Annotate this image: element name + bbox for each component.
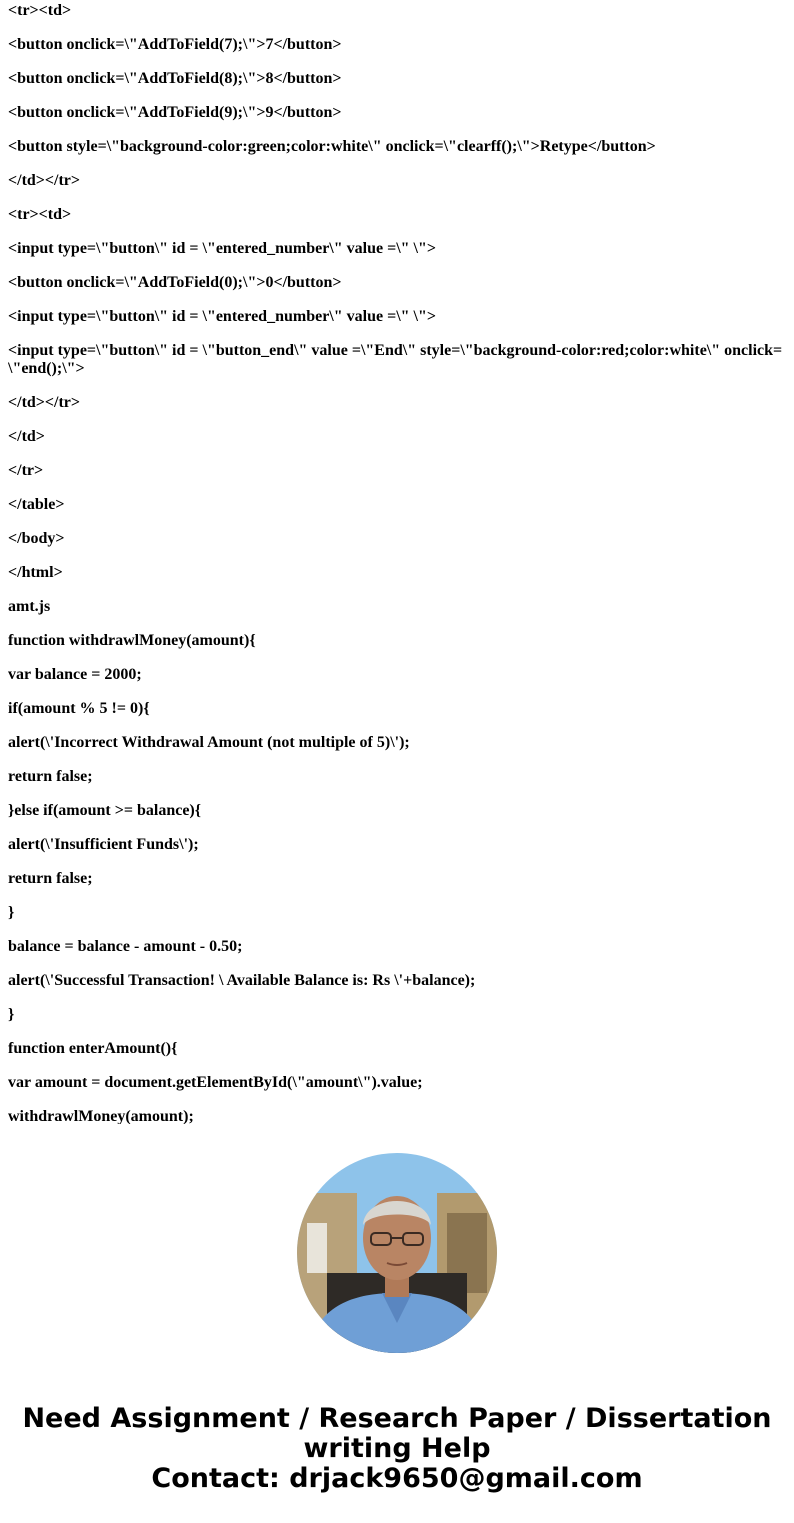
code-line: <input type=\"button\" id = \"button_end\" value =\"End\" style=\"background-color:red;color:white\" onclick=\"end();\">	[8, 342, 783, 377]
code-line: </tr>	[8, 462, 44, 479]
promo-line-1: Need Assignment / Research Paper / Dissertation	[22, 1403, 772, 1434]
code-line: withdrawlMoney(amount);	[8, 1108, 194, 1124]
code-line: function enterAmount(){	[8, 1040, 178, 1057]
code-line: <button onclick=\"AddToField(9);\">9</button>	[8, 104, 342, 121]
code-line: }else if(amount >= balance){	[8, 802, 202, 819]
code-line: <button onclick=\"AddToField(0);\">0</button>	[8, 274, 342, 291]
code-line: </td></tr>	[8, 394, 81, 411]
code-line: <tr><td>	[8, 206, 72, 223]
code-line: }	[8, 904, 15, 921]
code-line: <input type=\"button\" id = \"entered_number\" value =\" \">	[8, 308, 436, 325]
code-line: var balance = 2000;	[8, 666, 142, 683]
code-line: return false;	[8, 768, 93, 785]
promo-banner	[0, 1404, 794, 1494]
code-line: alert(\'Insufficient Funds\');	[8, 836, 199, 853]
code-line: <tr><td>	[8, 2, 72, 19]
person-photo-icon	[297, 1153, 497, 1353]
code-line: return false;	[8, 870, 93, 887]
code-line: alert(\'Incorrect Withdrawal Amount (not multiple of 5)\');	[8, 734, 410, 751]
code-line: </td>	[8, 428, 45, 445]
file-name-label: amt.js	[8, 598, 51, 615]
code-line: <button onclick=\"AddToField(8);\">8</button>	[8, 70, 342, 87]
code-line: if(amount % 5 != 0){	[8, 700, 150, 717]
promo-contact: Contact: drjack9650@gmail.com	[151, 1463, 643, 1494]
promo-line-2: writing Help	[303, 1433, 491, 1464]
avatar	[297, 1153, 497, 1353]
code-line: function withdrawlMoney(amount){	[8, 632, 256, 649]
code-line: var amount = document.getElementById(\"amount\").value;	[8, 1074, 423, 1091]
code-line: <button onclick=\"AddToField(7);\">7</button>	[8, 36, 342, 53]
code-line: <button style=\"background-color:green;color:white\" onclick=\"clearff();\">Retype</button>	[8, 138, 656, 155]
code-line: </body>	[8, 530, 65, 547]
code-line: alert(\'Successful Transaction! \ Available Balance is: Rs \'+balance);	[8, 972, 476, 989]
code-line: </table>	[8, 496, 65, 513]
code-line: balance = balance - amount - 0.50;	[8, 938, 243, 955]
code-line: }	[8, 1006, 15, 1023]
code-line: <input type=\"button\" id = \"entered_number\" value =\" \">	[8, 240, 436, 257]
code-line: </html>	[8, 564, 63, 581]
code-listing	[8, 0, 786, 1124]
code-line: </td></tr>	[8, 172, 81, 189]
